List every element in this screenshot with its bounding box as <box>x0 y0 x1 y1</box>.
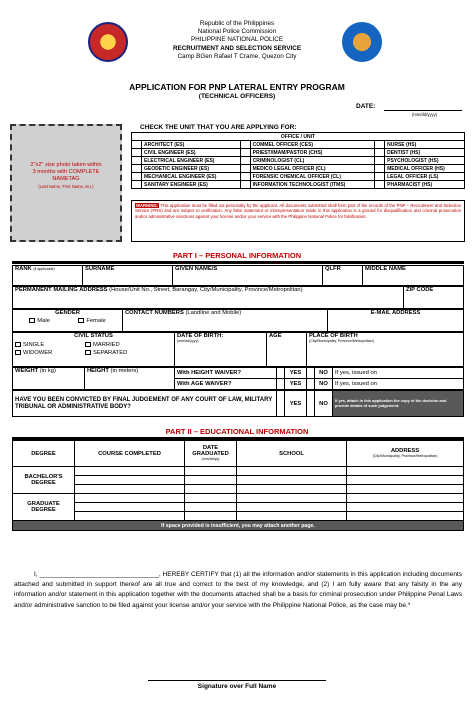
bachelor-degree-label: BACHELOR'S DEGREE <box>13 467 75 494</box>
qlfr-label: QLFR <box>325 266 341 272</box>
address-label: PERMANENT MAILING ADDRESS <box>15 287 108 293</box>
dob-label: DATE OF BIRTH: <box>177 333 224 339</box>
unit-option: MECHANICAL ENGINEER (ES) <box>142 173 241 181</box>
date-graduated-header <box>185 441 237 467</box>
height-waiver-issued-field[interactable] <box>333 368 464 379</box>
unit-option: ELECTRICAL ENGINEER (ES) <box>142 157 241 165</box>
form-subtitle: (TECHNICAL OFFICERS) <box>198 93 276 100</box>
age-waiver-issued-field[interactable] <box>333 379 464 390</box>
unit-checkbox[interactable] <box>132 149 142 157</box>
unit-option: MEDICAL OFFICER (HS) <box>385 165 465 173</box>
height-label: HEIGHT <box>87 368 109 374</box>
signature-line[interactable] <box>148 680 326 681</box>
unit-checkbox[interactable] <box>375 149 385 157</box>
unit-option: FORENSIC CHEMICAL OFFICER (CL) <box>250 173 374 181</box>
warning-label: WARNING: <box>136 203 159 208</box>
date-cell[interactable] <box>185 503 237 512</box>
address-field[interactable] <box>13 287 404 309</box>
warning-box <box>131 200 465 242</box>
unit-option: DENTIST (HS) <box>385 149 465 157</box>
height-field[interactable] <box>85 368 175 390</box>
date-graduated-format: (mm/dd/yy) <box>201 457 220 462</box>
date-cell[interactable] <box>185 494 237 503</box>
unit-option: ARCHITECT (ES) <box>142 141 241 149</box>
warning-text: This application must be filled out personally by the applicant. All documents submitted shall form part of the records of the PNP – Recruitment and Selection Service (PRS) and are subject to verification. Any false statement or misrepresentation made in this application is a ground for disqualification and criminal prosecution and/or administrative sanctions against your license and/or your service with the Philippine National Police for falsification. <box>135 203 461 219</box>
qlfr-field[interactable] <box>323 266 363 286</box>
age-waiver-label: With AGE WAIVER? <box>175 379 277 390</box>
signature-label: Signature over Full Name <box>197 683 277 690</box>
course-cell[interactable] <box>75 512 185 521</box>
course-cell[interactable] <box>75 476 185 485</box>
date-field[interactable] <box>384 110 462 111</box>
unit-option: INFORMATION TECHNOLOGIST (ITMS) <box>250 181 374 189</box>
unit-checkbox[interactable] <box>132 165 142 173</box>
rank-note: (if applicable) <box>33 267 55 271</box>
unit-checkbox[interactable] <box>240 149 250 157</box>
header-line: Camp BGen Rafael T Crame, Quezon City <box>177 52 297 60</box>
unit-checkbox[interactable] <box>240 181 250 189</box>
given-name-label: GIVEN NAME/S <box>175 266 218 272</box>
school-cell[interactable] <box>237 476 347 485</box>
course-cell[interactable] <box>75 494 185 503</box>
widower-label: WIDOWER <box>23 350 53 357</box>
pob-field[interactable] <box>307 333 464 367</box>
school-cell[interactable] <box>237 503 347 512</box>
photo-instruction: (Last Name, First Name, M.I.) <box>38 184 94 189</box>
unit-table <box>131 132 465 189</box>
rank-field[interactable] <box>13 266 83 286</box>
yes-label: YES <box>285 379 307 390</box>
part1-title: PART I – PERSONAL INFORMATION <box>172 251 302 260</box>
middle-name-field[interactable] <box>363 266 464 286</box>
unit-checkbox[interactable] <box>375 157 385 165</box>
unit-option: PSYCHOLOGIST (HS) <box>385 157 465 165</box>
yes-label: YES <box>285 368 307 379</box>
rank-label: RANK <box>15 266 32 272</box>
unit-option: PHARMACIST (HS) <box>385 181 465 189</box>
header-line: National Police Commission <box>197 28 277 36</box>
header-line: RECRUITMENT AND SELECTION SERVICE <box>172 44 302 52</box>
male-checkbox[interactable] <box>29 318 35 323</box>
address-header <box>347 441 464 467</box>
unit-option: MEDICO LEGAL OFFICER (CL) <box>250 165 374 173</box>
address-cell[interactable] <box>347 503 464 512</box>
separated-label: SEPARATED <box>93 350 128 357</box>
pob-label: PLACE OF BIRTH <box>309 333 358 339</box>
surname-label: SURNAME <box>85 266 115 272</box>
graduate-degree-label: GRADUATE DEGREE <box>13 494 75 521</box>
unit-checkbox[interactable] <box>240 165 250 173</box>
unit-checkbox[interactable] <box>132 141 142 149</box>
no-label: NO <box>315 391 333 417</box>
unit-checkbox[interactable] <box>132 181 142 189</box>
unit-option: CRIMINOLOGIST (CL) <box>250 157 374 165</box>
course-cell[interactable] <box>75 485 185 494</box>
gender-label: GENDER <box>55 310 80 316</box>
contact-label: CONTACT NUMBERS <box>125 310 184 316</box>
height-waiver-yes-box[interactable] <box>277 368 285 379</box>
dob-format: (mm/dd/yyyy) <box>177 339 199 343</box>
age-waiver-no-box[interactable] <box>307 379 315 390</box>
address-cell[interactable] <box>347 467 464 476</box>
separated-checkbox[interactable] <box>85 350 91 355</box>
conviction-note: If yes, attach in this application the copy of the decision and provide details of such judgement. <box>333 391 464 417</box>
school-cell[interactable] <box>237 512 347 521</box>
weight-label: WEIGHT <box>15 368 39 374</box>
married-checkbox[interactable] <box>85 342 91 347</box>
school-header: SCHOOL <box>237 441 347 467</box>
header-line: Republic of the Philippines <box>199 20 275 27</box>
unit-checkbox[interactable] <box>375 141 385 149</box>
yes-label: YES <box>285 391 307 417</box>
female-label: Female <box>86 318 106 325</box>
height-waiver-label: With HEIGHT WAIVER? <box>175 368 277 379</box>
address-header-note: (City/Municipality, Province/Metropolitan) <box>372 454 438 459</box>
civil-status-label: CIVIL STATUS <box>74 333 113 339</box>
course-header: COURSE COMPLETED <box>75 441 185 467</box>
unit-checkbox[interactable] <box>132 157 142 165</box>
header-line: PHILIPPINE NATIONAL POLICE <box>190 36 284 44</box>
no-label: NO <box>315 379 333 390</box>
if-yes-label: If yes, issued on <box>335 381 377 387</box>
gender-field <box>13 310 123 332</box>
zip-label: ZIP CODE <box>406 287 434 293</box>
unit-option: GEODETIC ENGINEER (ES) <box>142 165 241 173</box>
contact-field[interactable] <box>123 310 328 332</box>
height-unit: (in meters) <box>110 368 139 374</box>
address-cell[interactable] <box>347 512 464 521</box>
conviction-no-box[interactable] <box>307 391 315 417</box>
date-cell[interactable] <box>185 467 237 476</box>
pob-note: (City/Municipality, Province/Metropolitan) <box>309 339 374 343</box>
address-note: (House/Unit No., Street, Barangay, City/Municipality, Province/Metropolitan) <box>109 287 303 293</box>
weight-field[interactable] <box>13 368 85 390</box>
agency-header <box>0 20 474 61</box>
form-title: APPLICATION FOR PNP LATERAL ENTRY PROGRAM <box>129 82 345 92</box>
date-label: DATE: <box>356 103 376 110</box>
insufficient-space-note: If space provided is insufficient, you may attach another page. <box>13 521 464 531</box>
unit-checkbox[interactable] <box>375 181 385 189</box>
unit-checkbox[interactable] <box>240 157 250 165</box>
date-cell[interactable] <box>185 512 237 521</box>
unit-option: COMMEL OFFICER (CES) <box>250 141 374 149</box>
photo-box[interactable] <box>10 124 122 242</box>
unit-option: PRIEST/IMAM/PASTOR (CHS) <box>250 149 374 157</box>
degree-header: DEGREE <box>13 441 75 467</box>
female-checkbox[interactable] <box>78 318 84 323</box>
school-cell[interactable] <box>237 485 347 494</box>
dob-field[interactable] <box>175 333 267 367</box>
course-cell[interactable] <box>75 503 185 512</box>
unit-checkbox[interactable] <box>132 173 142 181</box>
personal-info-table <box>12 265 464 286</box>
conviction-question: HAVE YOU BEEN CONVICTED BY FINAL JUDGEMENT OF ANY COURT OF LAW, MILITARY TRIBUNAL OR ADMINISTRATIVE BODY? <box>13 391 277 417</box>
date-cell[interactable] <box>185 476 237 485</box>
single-checkbox[interactable] <box>15 342 21 347</box>
unit-checkbox[interactable] <box>240 173 250 181</box>
surname-field[interactable] <box>83 266 173 286</box>
unit-option: NURSE (HS) <box>385 141 465 149</box>
unit-checkbox[interactable] <box>240 141 250 149</box>
unit-option: LEGAL OFFICER (LS) <box>385 173 465 181</box>
unit-check-label: CHECK THE UNIT THAT YOU ARE APPLYING FOR: <box>140 124 297 131</box>
part2-title: PART II – EDUCATIONAL INFORMATION <box>165 427 309 436</box>
date-cell[interactable] <box>185 485 237 494</box>
single-label: SINGLE <box>23 342 45 349</box>
contact-note: (Landline and Mobile) <box>185 310 242 316</box>
middle-name-label: MIDDLE NAME <box>365 266 406 272</box>
date-format: (mm/dd/yyyy) <box>412 112 438 117</box>
address-header-label: ADDRESS <box>390 448 420 455</box>
age-waiver-yes-box[interactable] <box>277 379 285 390</box>
unit-checkbox[interactable] <box>375 165 385 173</box>
unit-checkbox[interactable] <box>375 173 385 181</box>
zip-code-field[interactable] <box>404 287 464 309</box>
given-name-field[interactable] <box>173 266 323 286</box>
photo-instruction: NAMETAG <box>52 176 80 182</box>
certification-text: I, _________________________________, HEREBY CERTIFY that (1) all the information and/or statements in this application including documents attached and submitted in support thereof are all true and correct to the best of my knowledge, and (2) I am fully aware that any falsity in the any information and/or statement in this application together with the documents attached shall be a basis for criminal prosecution under Philippine Penal Laws and/or administrative sanction to be filed against your license and/or your service with the Philippine National Police, as the case may be.* <box>14 571 462 609</box>
civil-status-field <box>13 333 175 367</box>
date-graduated-label: DATE GRADUATED <box>192 445 229 458</box>
course-cell[interactable] <box>75 467 185 476</box>
if-yes-label: If yes, issued on <box>335 370 377 376</box>
height-waiver-no-box[interactable] <box>307 368 315 379</box>
school-cell[interactable] <box>237 494 347 503</box>
address-cell[interactable] <box>347 485 464 494</box>
married-label: MARRIED <box>93 342 120 349</box>
widower-checkbox[interactable] <box>15 350 21 355</box>
address-cell[interactable] <box>347 494 464 503</box>
unit-option: SANITARY ENGINEER (ES) <box>142 181 241 189</box>
photo-instruction: 3 months with COMPLETE <box>32 169 100 175</box>
male-label: Male <box>37 318 50 325</box>
address-cell[interactable] <box>347 476 464 485</box>
email-field[interactable] <box>328 310 464 332</box>
email-label: E-MAIL ADDRESS <box>370 310 421 316</box>
unit-option: CIVIL ENGINEER (ES) <box>142 149 241 157</box>
unit-header: OFFICE / UNIT <box>132 133 465 141</box>
conviction-yes-box[interactable] <box>277 391 285 417</box>
weight-unit: (in kg) <box>39 368 56 374</box>
education-table <box>12 440 464 531</box>
no-label: NO <box>315 368 333 379</box>
school-cell[interactable] <box>237 467 347 476</box>
photo-instruction: 2"x2" size photo taken within <box>30 162 102 168</box>
age-field[interactable] <box>267 333 307 367</box>
age-label: AGE <box>269 333 282 339</box>
